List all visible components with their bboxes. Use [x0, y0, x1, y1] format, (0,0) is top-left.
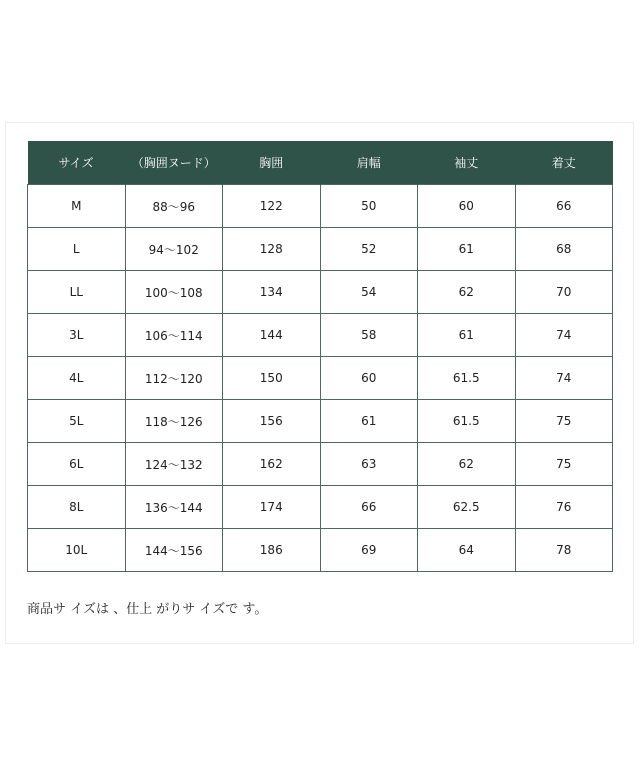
- cell-shoulder-width: 54: [320, 271, 418, 314]
- table-row: [28, 529, 613, 572]
- table-row: [28, 271, 613, 314]
- cell-body-length: 74: [515, 314, 613, 357]
- cell-sleeve-length: 62: [418, 443, 516, 486]
- cell-size: 3L: [28, 314, 126, 357]
- cell-size: 10L: [28, 529, 126, 572]
- cell-size: 4L: [28, 357, 126, 400]
- cell-sleeve-length: 62: [418, 271, 516, 314]
- cell-sleeve-length: 61: [418, 314, 516, 357]
- cell-shoulder-width: 50: [320, 185, 418, 228]
- cell-body-length: 74: [515, 357, 613, 400]
- table-header-row: [28, 141, 613, 185]
- cell-chest: 186: [223, 529, 321, 572]
- cell-chest-nude: 112～120: [125, 357, 223, 400]
- cell-sleeve-length: 61.5: [418, 400, 516, 443]
- cell-sleeve-length: 60: [418, 185, 516, 228]
- cell-chest: 122: [223, 185, 321, 228]
- table-row: [28, 185, 613, 228]
- cell-body-length: 78: [515, 529, 613, 572]
- cell-chest: 128: [223, 228, 321, 271]
- cell-chest-nude: 94～102: [125, 228, 223, 271]
- header-sleeve-length: 袖丈: [418, 141, 516, 185]
- cell-shoulder-width: 66: [320, 486, 418, 529]
- cell-shoulder-width: 52: [320, 228, 418, 271]
- cell-chest: 150: [223, 357, 321, 400]
- cell-shoulder-width: 63: [320, 443, 418, 486]
- size-note: 商品サ イズは 、仕上 がりサ イズで す。: [27, 602, 268, 617]
- cell-chest: 144: [223, 314, 321, 357]
- table-row: [28, 400, 613, 443]
- cell-chest: 174: [223, 486, 321, 529]
- cell-size: L: [28, 228, 126, 271]
- header-chest: 胸囲: [223, 141, 321, 185]
- table-row: [28, 486, 613, 529]
- cell-sleeve-length: 61.5: [418, 357, 516, 400]
- table-row: [28, 443, 613, 486]
- cell-body-length: 75: [515, 443, 613, 486]
- cell-chest-nude: 106～114: [125, 314, 223, 357]
- cell-body-length: 68: [515, 228, 613, 271]
- cell-chest: 134: [223, 271, 321, 314]
- size-table: [27, 141, 613, 572]
- cell-size: 8L: [28, 486, 126, 529]
- cell-shoulder-width: 69: [320, 529, 418, 572]
- cell-chest-nude: 124～132: [125, 443, 223, 486]
- header-size: サイズ: [28, 141, 126, 185]
- header-body-length: 着丈: [515, 141, 613, 185]
- table-row: [28, 314, 613, 357]
- cell-chest-nude: 100～108: [125, 271, 223, 314]
- header-chest-nude: （胸囲ヌード）: [125, 141, 223, 185]
- cell-sleeve-length: 62.5: [418, 486, 516, 529]
- cell-chest: 156: [223, 400, 321, 443]
- cell-size: M: [28, 185, 126, 228]
- table-row: [28, 228, 613, 271]
- cell-shoulder-width: 58: [320, 314, 418, 357]
- cell-body-length: 70: [515, 271, 613, 314]
- cell-chest: 162: [223, 443, 321, 486]
- cell-shoulder-width: 60: [320, 357, 418, 400]
- cell-shoulder-width: 61: [320, 400, 418, 443]
- cell-sleeve-length: 61: [418, 228, 516, 271]
- cell-size: 5L: [28, 400, 126, 443]
- header-shoulder-width: 肩幅: [320, 141, 418, 185]
- cell-size: 6L: [28, 443, 126, 486]
- cell-body-length: 76: [515, 486, 613, 529]
- cell-size: LL: [28, 271, 126, 314]
- cell-chest-nude: 136～144: [125, 486, 223, 529]
- cell-sleeve-length: 64: [418, 529, 516, 572]
- cell-chest-nude: 118～126: [125, 400, 223, 443]
- cell-chest-nude: 88～96: [125, 185, 223, 228]
- cell-body-length: 75: [515, 400, 613, 443]
- table-row: [28, 357, 613, 400]
- cell-body-length: 66: [515, 185, 613, 228]
- cell-chest-nude: 144～156: [125, 529, 223, 572]
